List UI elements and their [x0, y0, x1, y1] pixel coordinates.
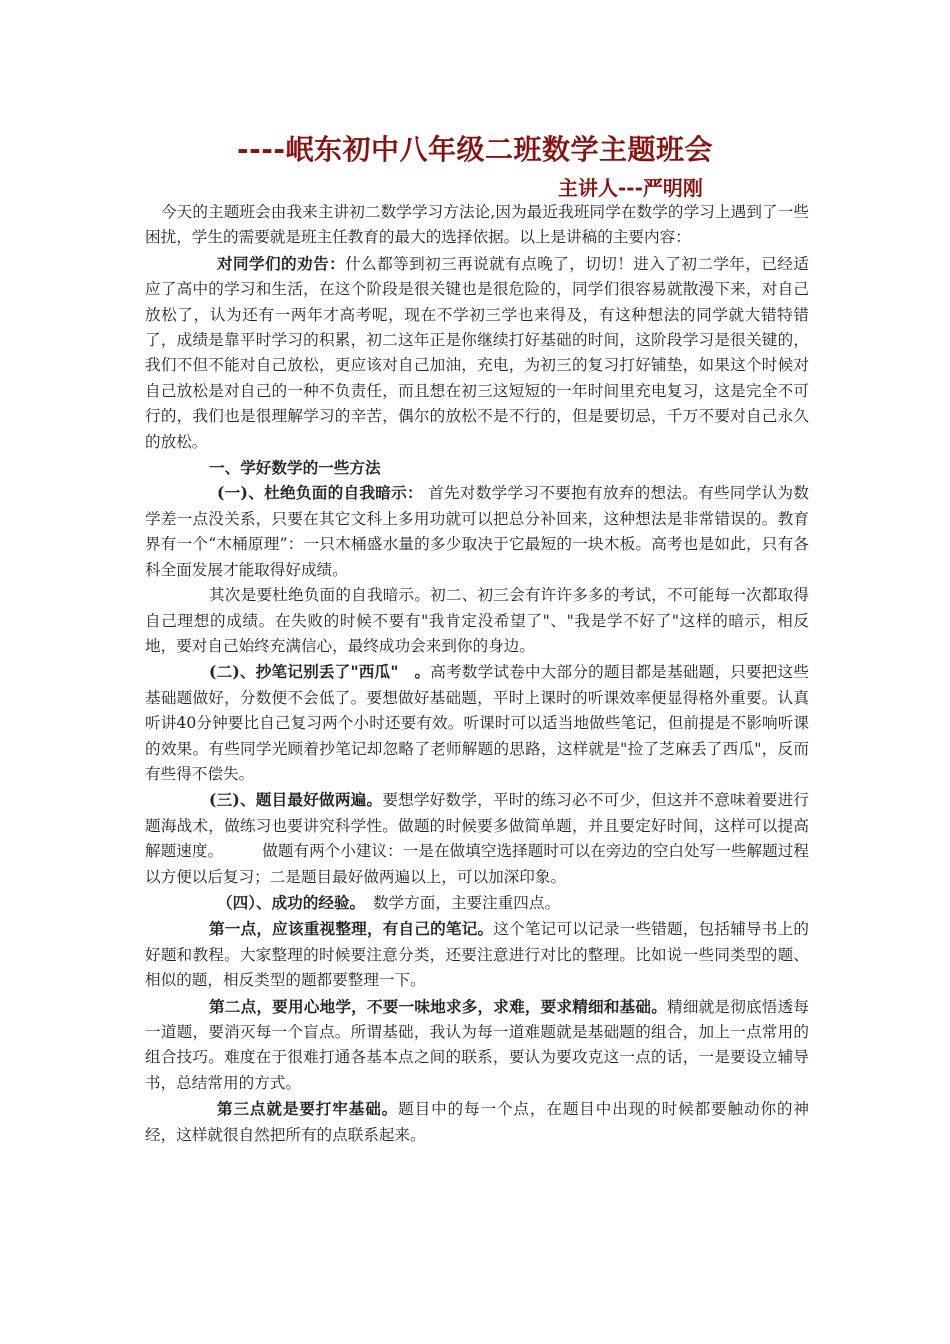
point-3-paragraph [145, 1096, 809, 1148]
method-3-label: (三)、题目最好做两遍。 [209, 790, 383, 810]
point-2-text: 精细就是彻底悟透每一道题，要消灭每一个盲点。所谓基础，我认为每一道难题就是基础题的组合，加上一点常用的组合技巧。难度在于很难打通各基本点之间的联系，要认为要攻克这一点的话，一是要设立辅导书，总结常用的方式。 [145, 997, 809, 1092]
speaker-line: 主讲人---严明刚 [558, 176, 703, 200]
method-1-paragraph [145, 480, 809, 583]
advice-text: 什么都等到初三再说就有点晚了，切切！进入了初二学年，已经适应了高中的学习和生活，在这个阶段是很关键也是很危险的，同学们很容易就散漫下来，对自己放松了，认为还有一两年才高考呢，现在不学初三学也来得及，有这种想法的同学就大错特错了，成绩是靠平时学习的积累，初二这年正是你继续打好基础的时间，这阶段学习是很关键的，我们不但不能对自己放松，更应该对自己加油，充电，为初三的复习打好铺垫，如果这个时候对自己放松是对自己的一种不负责任，而且想在初三这短短的一年时间里充电复习，这是完全不可行的，我们也是很理解学习的辛苦，偶尔的放松不是不行的，但是要切忌，千万不要对自己永久的放松。 [145, 254, 809, 451]
method-3-text: 要想学好数学，平时的练习必不可少，但这并不意味着要进行题海战术，做练习也要讲究科学性。做题的时候要多做简单题，并且要定好时间，这样可以提高解题速度。 做题有两个小建议：一是在做填空选择题时可以在旁边的空白处写一些解题过程以方便以后复习；二是题目最好做两遍以上，可以加深印象。 [145, 791, 809, 886]
section-heading: 一、学好数学的一些方法 [209, 458, 381, 478]
point-1-label: 第一点，应该重视整理，有自己的笔记。 [209, 919, 494, 939]
method-1-continued: 其次是要杜绝负面的自我暗示。初二、初三会有许许多多的考试，不可能每一次都取得自己理想的成绩。在失败的时候不要有"我肯定没希望了"、"我是学不好了"这样的暗示，相反地，要对自己始终充满信心，最终成功会来到你的身边。 [145, 586, 809, 655]
point-3-label: 第三点就是要打牢基础。 [217, 1099, 399, 1119]
point-2-paragraph [145, 994, 809, 1097]
point-1-text: 这个笔记可以记录一些错题，包括辅导书上的好题和教程。大家整理的时候要注意分类，还要注意进行对比的整理。比如说一些同类型的题、相似的题，相反类型的题都要整理一下。 [145, 920, 809, 990]
method-2-label: (二)、抄笔记别丢了"西瓜" 。 [209, 662, 431, 682]
point-3-text: 题目中的每一个点，在题目中出现的时候都要触动你的神经，这样就很自然把所有的点联系起来。 [145, 1100, 809, 1144]
method-4-paragraph [145, 890, 809, 916]
point-1-paragraph [145, 916, 809, 993]
method-2-text: 高考数学试卷中大部分的题目都是基础题，只要把这些基础题做好，分数便不会低了。要想做好基础题，平时上课时的听课效率便显得格外重要。认真听讲40分钟要比自己复习两个小时还要有效。听课时可以适当地做些笔记，但前提是不影响听课的效果。有些同学光顾着抄笔记却忽略了老师解题的思路，这样就是"捡了芝麻丢了西瓜"，反而有些得不偿失。 [145, 663, 809, 783]
document-title: ----岷东初中八年级二班数学主题班会 [237, 133, 713, 166]
point-2-label: 第二点，要用心地学，不要一味地求多，求难，要求精细和基础。 [209, 996, 668, 1016]
method-1-text: 首先对数学学习不要抱有放弃的想法。有些同学认为数学差一点没关系，只要在其它文科上多用功就可以把总分补回来，这种想法是非常错误的。教育界有一个“木桶原理”：一只木桶盛水量的多少取决于它最短的一块木板。高考也是如此，只有各科全面发展才能取得好成绩。 [145, 484, 809, 579]
document-body [145, 200, 809, 1148]
intro-paragraph: 今天的主题班会由我来主讲初二数学学习方法论,因为最近我班同学在数学的学习上遇到了一些困扰，学生的需要就是班主任教育的最大的选择依据。以上是讲稿的主要内容： [145, 203, 809, 247]
method-2-paragraph [145, 659, 809, 787]
advice-paragraph [145, 251, 809, 455]
method-4-text: 数学方面，主要注重四点。 [357, 893, 561, 912]
advice-label: 对同学们的劝告： [217, 253, 346, 273]
method-4-label: （四）、成功的经验。 [217, 892, 358, 912]
method-1-label: (一)、杜绝负面的自我暗示： [217, 483, 423, 503]
method-3-paragraph [145, 787, 809, 890]
